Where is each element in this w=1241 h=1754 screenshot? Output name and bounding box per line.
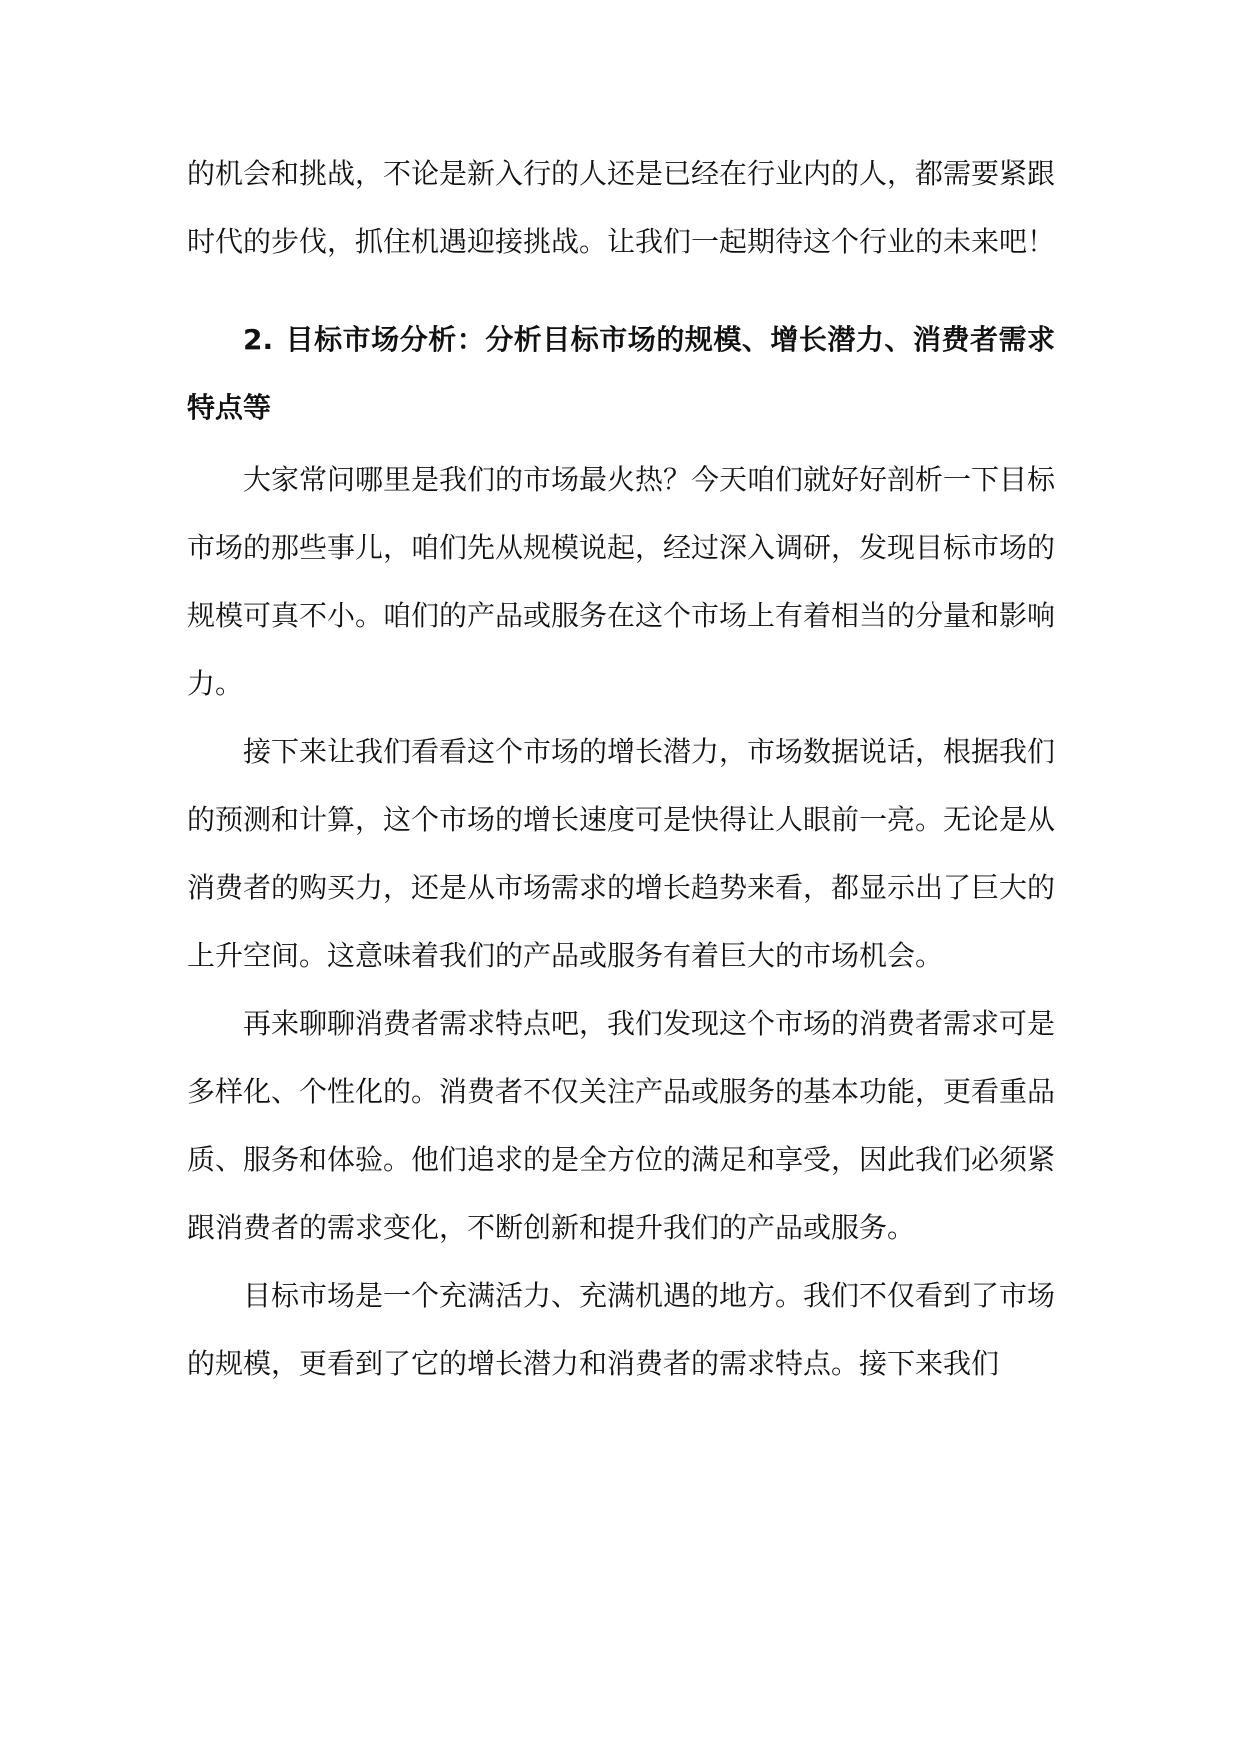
continued-paragraph: 的机会和挑战，不论是新入行的人还是已经在行业内的人，都需要紧跟时代的步伐，抓住机遇迎接挑战。让我们一起期待这个行业的未来吧！ [187,157,1056,258]
section-title: 目标市场分析：分析目标市场的规模、增长潜力、消费者需求特点等 [187,323,1055,424]
body-paragraph: 目标市场是一个充满活力、充满机遇的地方。我们不仅看到了市场的规模，更看到了它的增长潜力和消费者的需求特点。接下来我们 [187,1279,1056,1380]
document-body [187,140,1055,1398]
body-paragraph: 大家常问哪里是我们的市场最火热？今天咱们就好好剖析一下目标市场的那些事儿，咱们先从规模说起，经过深入调研，发现目标市场的规模可真不小。咱们的产品或服务在这个市场上有着相当的分量和影响力。 [187,463,1056,700]
section-heading [187,306,1055,442]
body-paragraph: 再来聊聊消费者需求特点吧，我们发现这个市场的消费者需求可是多样化、个性化的。消费者不仅关注产品或服务的基本功能，更看重品质、服务和体验。他们追求的是全方位的满足和享受，因此我们必须紧跟消费者的需求变化，不断创新和提升我们的产品或服务。 [187,1007,1056,1244]
section-number: 2. [243,323,274,356]
body-paragraph: 接下来让我们看看这个市场的增长潜力，市场数据说话，根据我们的预测和计算，这个市场的增长速度可是快得让人眼前一亮。无论是从消费者的购买力，还是从市场需求的增长趋势来看，都显示出了巨大的上升空间。这意味着我们的产品或服务有着巨大的市场机会。 [187,735,1056,972]
